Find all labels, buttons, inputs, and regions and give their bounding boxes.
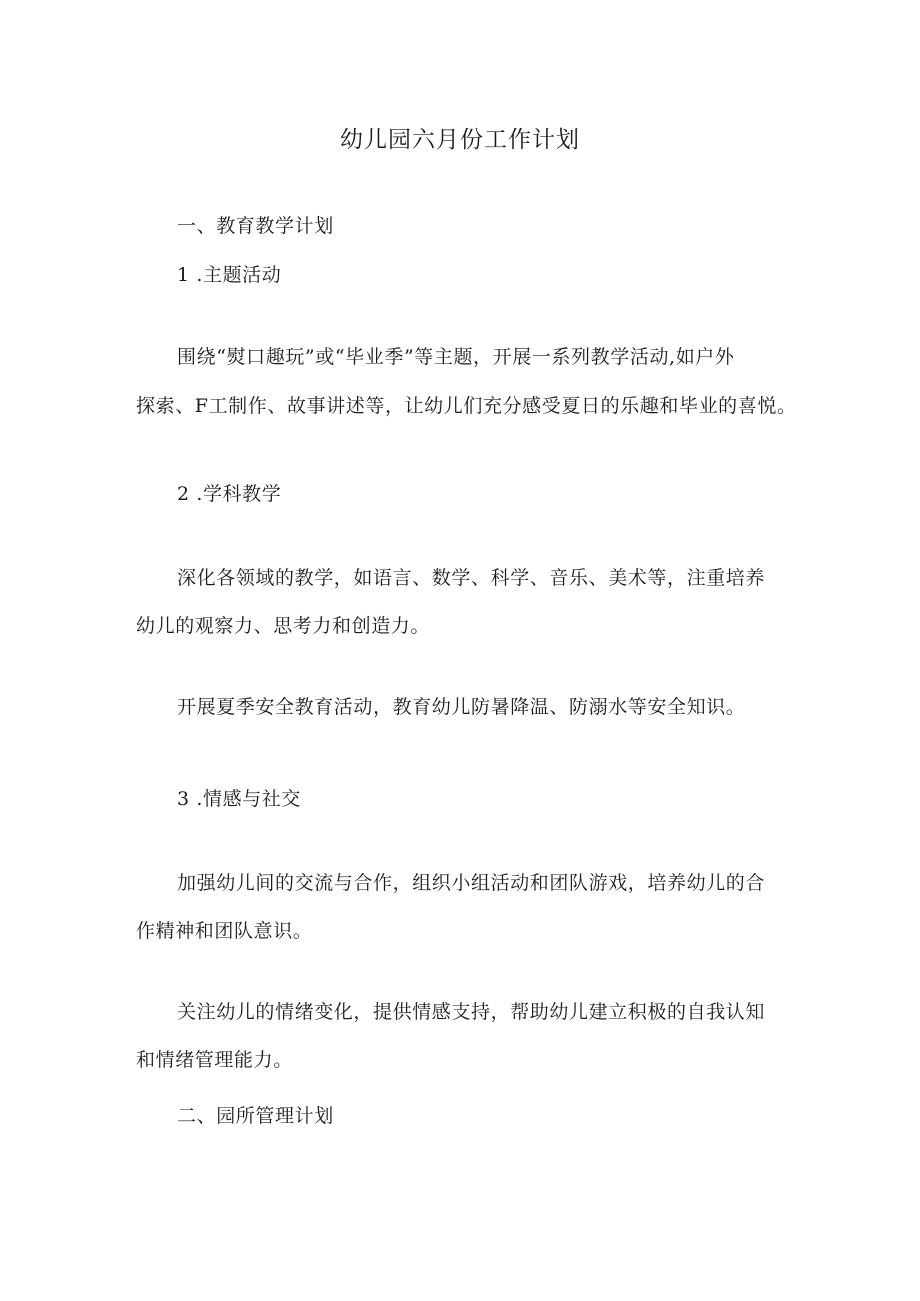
paragraph-line: 探索、F工制作、故事讲述等，让幼儿们充分感受夏日的乐趣和毕业的喜悦。 bbox=[136, 395, 797, 417]
section-heading-education: 一、教育教学计划 bbox=[177, 215, 334, 237]
subheading-theme-activities: 1 .主题活动 bbox=[177, 264, 282, 286]
paragraph-line: 加强幼儿间的交流与合作，组织小组活动和团队游戏，培养幼儿的合 bbox=[177, 872, 766, 894]
document-title: 幼儿园六月份工作计划 bbox=[340, 127, 580, 153]
paragraph-line: 幼儿的观察力、思考力和创造力。 bbox=[136, 615, 431, 637]
paragraph-line: 和情绪管理能力。 bbox=[136, 1049, 293, 1071]
subheading-emotion-social: 3 .情感与社交 bbox=[177, 788, 301, 810]
section-heading-management: 二、园所管理计划 bbox=[177, 1105, 334, 1127]
paragraph-line: 关注幼儿的情绪变化，提供情感支持，帮助幼儿建立积极的自我认知 bbox=[177, 1001, 766, 1023]
paragraph-line: 开展夏季安全教育活动，教育幼儿防暑降温、防溺水等安全知识。 bbox=[177, 696, 746, 718]
paragraph-line: 作精神和团队意识。 bbox=[136, 920, 313, 942]
paragraph-line: 深化各领域的教学，如语言、数学、科学、音乐、美术等，注重培养 bbox=[177, 567, 766, 589]
subheading-subject-teaching: 2 .学科教学 bbox=[177, 483, 282, 505]
paragraph-line: 围绕“熨口趣玩”或“毕业季”等主题，开展一系列教学活动,如户外 bbox=[177, 346, 735, 368]
